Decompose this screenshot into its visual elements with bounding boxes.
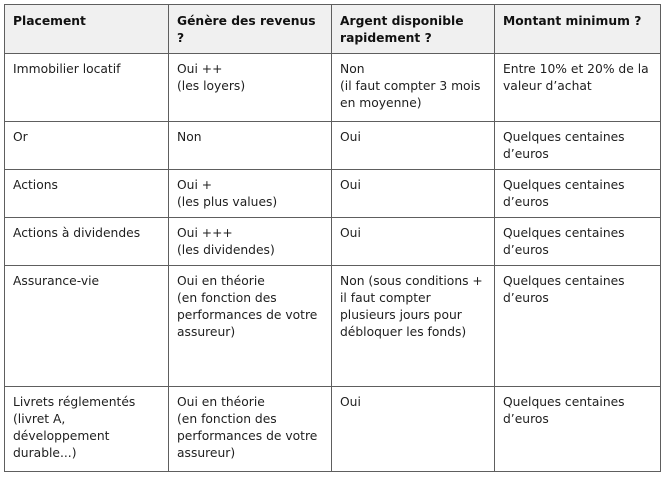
cell-argent-disponible: Oui: [332, 387, 495, 472]
cell-placement: Actions à dividendes: [5, 218, 169, 266]
cell-montant-minimum: Entre 10% et 20% de la valeur d’achat: [495, 54, 661, 122]
table-row: [5, 122, 661, 170]
table-row: [5, 54, 661, 122]
header-row: [5, 5, 661, 54]
cell-revenus: Oui en théorie (en fonction des performances de votre assureur): [169, 387, 332, 472]
table-row: [5, 218, 661, 266]
cell-placement: Immobilier locatif: [5, 54, 169, 122]
comparison-table: [4, 4, 661, 472]
cell-argent-disponible: Oui: [332, 218, 495, 266]
cell-argent-disponible: Non (sous conditions + il faut compter plusieurs jours pour débloquer les fonds): [332, 266, 495, 387]
table-row: [5, 266, 661, 387]
cell-placement: Actions: [5, 170, 169, 218]
cell-placement: Assurance-vie: [5, 266, 169, 387]
cell-montant-minimum: Quelques centaines d’euros: [495, 122, 661, 170]
cell-revenus: Oui + (les plus values): [169, 170, 332, 218]
cell-revenus: Non: [169, 122, 332, 170]
header-argent-disponible: Argent disponible rapidement ?: [332, 5, 495, 54]
cell-montant-minimum: Quelques centaines d’euros: [495, 218, 661, 266]
cell-montant-minimum: Quelques centaines d’euros: [495, 170, 661, 218]
cell-revenus: Oui +++ (les dividendes): [169, 218, 332, 266]
cell-revenus: Oui ++ (les loyers): [169, 54, 332, 122]
cell-argent-disponible: Oui: [332, 170, 495, 218]
table-row: [5, 387, 661, 472]
cell-argent-disponible: Oui: [332, 122, 495, 170]
header-revenus: Génère des revenus ?: [169, 5, 332, 54]
cell-montant-minimum: Quelques centaines d’euros: [495, 266, 661, 387]
cell-placement: Or: [5, 122, 169, 170]
cell-montant-minimum: Quelques centaines d’euros: [495, 387, 661, 472]
cell-revenus: Oui en théorie (en fonction des performances de votre assureur): [169, 266, 332, 387]
header-montant-minimum: Montant minimum ?: [495, 5, 661, 54]
table-row: [5, 170, 661, 218]
header-placement: Placement: [5, 5, 169, 54]
cell-placement: Livrets réglementés (livret A, développement durable...): [5, 387, 169, 472]
cell-argent-disponible: Non (il faut compter 3 mois en moyenne): [332, 54, 495, 122]
